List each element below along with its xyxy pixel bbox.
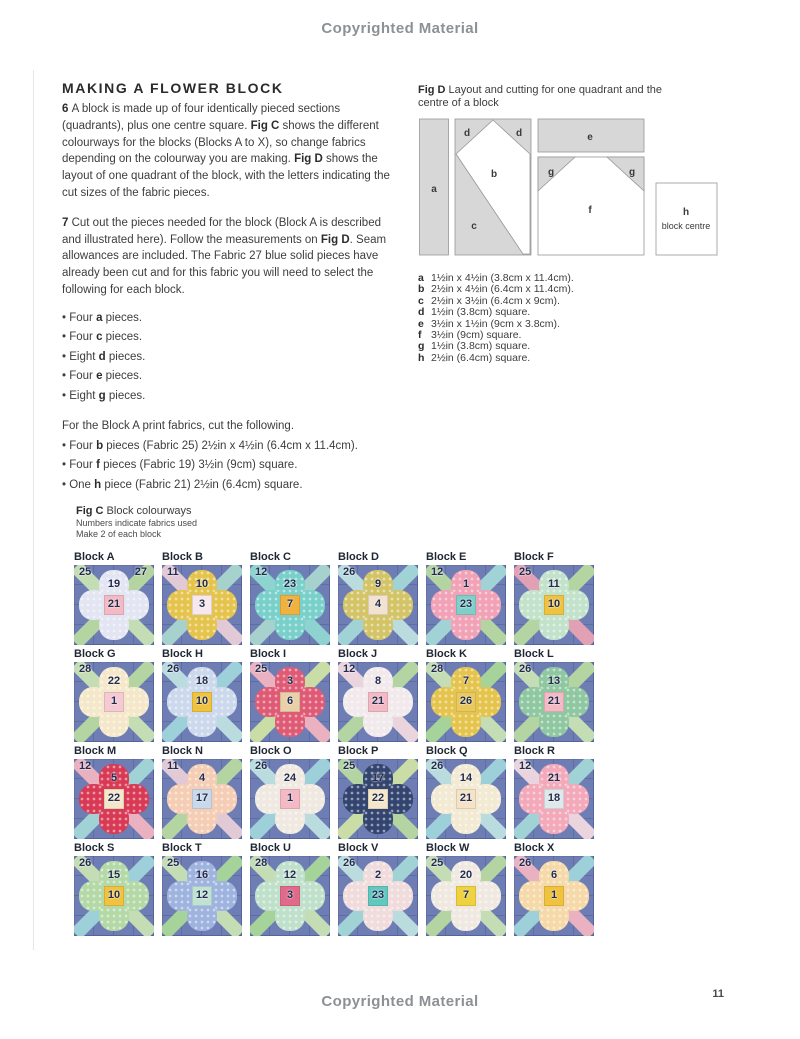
list-item: • Four f pieces (Fabric 19) 3½in (9cm) square. [62, 459, 298, 472]
flower-block-cell [338, 745, 418, 839]
block-label: Block J [338, 648, 378, 660]
fig-c-subcaption-2: Make 2 of each block [76, 528, 162, 539]
piece-e-label: e [587, 132, 593, 143]
flower-block-cell [514, 745, 594, 839]
fabric-number-centre: 6 [286, 695, 294, 707]
fabric-number-petal: 21 [547, 772, 561, 784]
fabric-number-centre: 7 [286, 598, 294, 610]
fabric-number-petal: 9 [374, 578, 382, 590]
fabric-number-petal: 20 [459, 869, 473, 881]
flower-block-cell [338, 648, 418, 742]
fabric-number-centre: 21 [459, 792, 473, 804]
fig-c-heading [76, 505, 197, 539]
block-image [74, 565, 154, 645]
fabric-number-petal: 3 [286, 675, 294, 687]
fabric-number-background: 11 [167, 566, 179, 578]
fabric-number-centre: 21 [547, 695, 561, 707]
piece-d-label-left: d [463, 128, 471, 139]
block-image [426, 759, 506, 839]
flower-block-cell [250, 842, 330, 936]
quadrant-left-panel [455, 119, 531, 255]
list-item: • Four e pieces. [62, 370, 143, 383]
fabric-number-background: 28 [431, 663, 444, 675]
piece-a-label: a [431, 184, 437, 195]
block-label: Block M [74, 745, 117, 757]
fabric-number-background: 28 [255, 857, 268, 869]
fig-c-caption: Fig C Block colourways [76, 505, 192, 517]
fabric-number-background: 26 [519, 663, 532, 675]
fabric-number-background: 25 [255, 663, 268, 675]
block-label: Block K [426, 648, 467, 660]
measurement-row: h 2½in (6.4cm) square. [418, 351, 531, 364]
fabric-number-background: 25 [167, 857, 180, 869]
list-item: • Four b pieces (Fabric 25) 2½in x 4½in (6.4cm x 11.4cm). [62, 439, 358, 452]
fig-d-section [418, 84, 728, 364]
fabric-number-background: 25 [519, 566, 532, 578]
block-label: Block D [338, 551, 379, 563]
block-label: Block S [74, 842, 115, 854]
page-scan-edge [33, 70, 34, 950]
fabric-number-background: 26 [255, 760, 268, 772]
step-7-paragraph: 7 Cut out the pieces needed for the block (Block A is described and illustrated here). Follow the measurements on Fig D. Seam allowances are included. The Fabric 27 blue solid pieces have already been cut and for this fabric you will need to select the following for each block. [62, 216, 387, 296]
fabric-number-background: 12 [343, 663, 356, 675]
fabric-number-background: 25 [431, 857, 444, 869]
block-image [250, 565, 330, 645]
flower-block-cell [338, 551, 418, 645]
block-grid [74, 551, 594, 936]
block-image [250, 856, 330, 936]
fabric-number-petal: 14 [459, 772, 473, 784]
fabric-number-background: 26 [79, 857, 92, 869]
block-label: Block X [514, 842, 555, 854]
fabric-number-petal: 13 [547, 675, 561, 687]
block-image [162, 856, 242, 936]
block-image [338, 759, 418, 839]
step-6-paragraph: 6 A block is made up of four identically pieced sections (quadrants), plus one centre square. Fig C shows the different colourways for the blocks (Blocks A to X), so change fabrics depending on the colourway you are making. Fig D shows the layout of one quadrant of the block, with the letters indicating the cut sizes of the fabric pieces. [62, 103, 390, 199]
flower-block-cell [338, 842, 418, 936]
block-image [74, 856, 154, 936]
block-image [426, 565, 506, 645]
fabric-number-centre: 18 [547, 792, 561, 804]
fabric-number-petal: 23 [283, 578, 297, 590]
flower-block-cell [74, 551, 154, 645]
fabric-number-centre: 21 [107, 598, 121, 610]
block-label: Block F [514, 551, 554, 563]
fabric-number-background: 26 [519, 857, 532, 869]
fabric-number-petal: 19 [107, 578, 121, 590]
block-image [162, 565, 242, 645]
print-pieces-list [62, 440, 398, 491]
flower-block-cell [426, 842, 506, 936]
fabric-number-petal: 10 [195, 578, 209, 590]
block-label: Block G [74, 648, 116, 660]
measurement-row: c 2½in x 3½in (6.4cm x 9cm). [418, 294, 560, 307]
fabric-number-centre: 12 [195, 889, 209, 901]
block-image [74, 662, 154, 742]
measurement-row: a 1½in x 4½in (3.8cm x 11.4cm). [418, 272, 574, 284]
block-image [514, 759, 594, 839]
fabric-number-petal: 4 [198, 772, 206, 784]
fabric-number-centre: 1 [286, 792, 294, 804]
block-label: Block N [162, 745, 203, 757]
fabric-number-petal: 2 [374, 869, 382, 881]
fabric-number-background: 25 [79, 566, 92, 578]
list-item: • Eight g pieces. [62, 389, 146, 402]
fabric-number-background: 12 [79, 760, 92, 772]
fabric-number-background: 28 [79, 663, 92, 675]
block-image [250, 662, 330, 742]
fabric-number-background: 26 [167, 663, 180, 675]
list-item: • Four c pieces. [62, 331, 143, 344]
fabric-number-petal: 5 [110, 772, 118, 784]
flower-block-cell [514, 648, 594, 742]
footer-watermark: Copyrighted Material [321, 993, 479, 1010]
fabric-number-centre: 23 [459, 598, 473, 610]
piece-f-label: f [588, 205, 592, 216]
block-image [426, 856, 506, 936]
block-image [338, 565, 418, 645]
flower-block-cell [162, 842, 242, 936]
flower-block-cell [426, 745, 506, 839]
piece-b-label: b [490, 169, 498, 180]
block-label: Block A [74, 551, 115, 563]
block-image [426, 662, 506, 742]
fabric-number-background: 26 [343, 857, 356, 869]
block-label: Block P [338, 745, 379, 757]
block-label: Block R [514, 745, 555, 757]
fabric-number-background: 12 [255, 566, 268, 578]
fabric-number-centre: 1 [110, 695, 118, 707]
fabric-number-centre: 4 [374, 598, 382, 610]
measurement-row: g 1½in (3.8cm) square. [418, 340, 531, 353]
fabric-number-petal: 8 [374, 675, 382, 687]
fabric-number-petal: 18 [195, 675, 209, 687]
fabric-number-background: 11 [167, 760, 179, 772]
flower-block-cell [250, 745, 330, 839]
fabric-number-centre: 23 [371, 889, 385, 901]
piece-h [656, 183, 717, 255]
block-image [338, 856, 418, 936]
block-image [514, 565, 594, 645]
fabric-number-background: 12 [519, 760, 532, 772]
flower-block-cell [514, 842, 594, 936]
piece-g-label-left: g [547, 167, 555, 178]
solid-pieces-list [62, 312, 398, 402]
flower-block-cell [250, 648, 330, 742]
fabric-number-petal: 16 [195, 869, 209, 881]
page-number: 11 [712, 988, 724, 1000]
flower-block-cell [74, 745, 154, 839]
piece-d-label-right: d [515, 128, 523, 139]
piece-g-label-right: g [628, 167, 636, 178]
fabric-number-background: 12 [431, 566, 444, 578]
measurement-row: b 2½in x 4½in (6.4cm x 11.4cm). [418, 283, 574, 296]
block-label: Block C [250, 551, 291, 563]
flower-block-cell [74, 648, 154, 742]
block-label: Block I [250, 648, 287, 660]
block-image [514, 856, 594, 936]
list-item: • One h piece (Fabric 21) 2½in (6.4cm) square. [62, 478, 303, 491]
flower-block-cell [250, 551, 330, 645]
block-label: Block B [162, 551, 203, 563]
block-label: Block T [162, 842, 202, 854]
fabric-number-centre: 17 [195, 792, 209, 804]
fabric-number-centre: 22 [107, 792, 121, 804]
instructions-column [62, 80, 398, 498]
fabric-number-centre: 21 [371, 695, 385, 707]
print-fabrics-intro: For the Block A print fabrics, cut the following. [62, 419, 295, 432]
list-item: • Four a pieces. [62, 311, 143, 324]
fabric-number-background: 25 [343, 760, 356, 772]
block-label: Block L [514, 648, 554, 660]
flower-block-cell [74, 842, 154, 936]
fabric-number-centre: 7 [462, 889, 470, 901]
piece-c-label: c [471, 221, 477, 232]
fabric-number-background-2: 27 [134, 566, 147, 578]
fabric-number-centre: 1 [550, 889, 558, 901]
flower-block-cell [162, 551, 242, 645]
fabric-number-petal: 17 [371, 772, 385, 784]
fabric-number-petal: 15 [107, 869, 121, 881]
fabric-number-background: 26 [431, 760, 444, 772]
flower-block-cell [426, 648, 506, 742]
block-image [74, 759, 154, 839]
fabric-number-petal: 12 [283, 869, 297, 881]
fabric-number-petal: 6 [550, 869, 558, 881]
list-item: • Eight d pieces. [62, 350, 146, 363]
measurement-row: e 3½in x 1½in (9cm x 3.8cm). [418, 317, 560, 330]
fabric-number-centre: 22 [371, 792, 385, 804]
block-label: Block E [426, 551, 467, 563]
fig-d-caption: Fig D Layout and cutting for one quadrant and the centre of a block [418, 84, 662, 109]
fabric-number-petal: 1 [462, 578, 470, 590]
flower-block-cell [162, 745, 242, 839]
fabric-number-centre: 10 [195, 695, 209, 707]
fabric-number-centre: 10 [547, 598, 561, 610]
block-centre-label: block centre [661, 221, 711, 231]
block-label: Block U [250, 842, 291, 854]
fabric-number-petal: 11 [548, 578, 560, 590]
block-image [162, 662, 242, 742]
fabric-number-centre: 10 [107, 889, 121, 901]
page-title: MAKING A FLOWER BLOCK [62, 80, 284, 96]
fabric-number-centre: 3 [198, 598, 206, 610]
block-image [250, 759, 330, 839]
block-label: Block O [250, 745, 292, 757]
fabric-number-petal: 22 [107, 675, 121, 687]
block-label: Block V [338, 842, 379, 854]
fabric-number-centre: 3 [286, 889, 294, 901]
flower-block-cell [514, 551, 594, 645]
fabric-number-petal: 7 [462, 675, 470, 687]
fabric-number-background: 26 [343, 566, 356, 578]
block-label: Block W [426, 842, 470, 854]
block-image [338, 662, 418, 742]
header-watermark: Copyrighted Material [321, 20, 479, 37]
flower-block-cell [426, 551, 506, 645]
fabric-number-petal: 24 [283, 772, 297, 784]
fig-c-subcaption-1: Numbers indicate fabrics used [76, 518, 198, 528]
fabric-number-centre: 26 [459, 695, 473, 707]
block-label: Block Q [426, 745, 468, 757]
fig-d-diagram [418, 117, 718, 261]
block-label: Block H [162, 648, 203, 660]
fig-d-measurements [418, 273, 728, 364]
block-image [162, 759, 242, 839]
measurement-row: f 3½in (9cm) square. [418, 329, 522, 342]
block-image [514, 662, 594, 742]
piece-h-label: h [682, 207, 690, 218]
measurement-row: d 1½in (3.8cm) square. [418, 306, 531, 319]
flower-block-cell [162, 648, 242, 742]
